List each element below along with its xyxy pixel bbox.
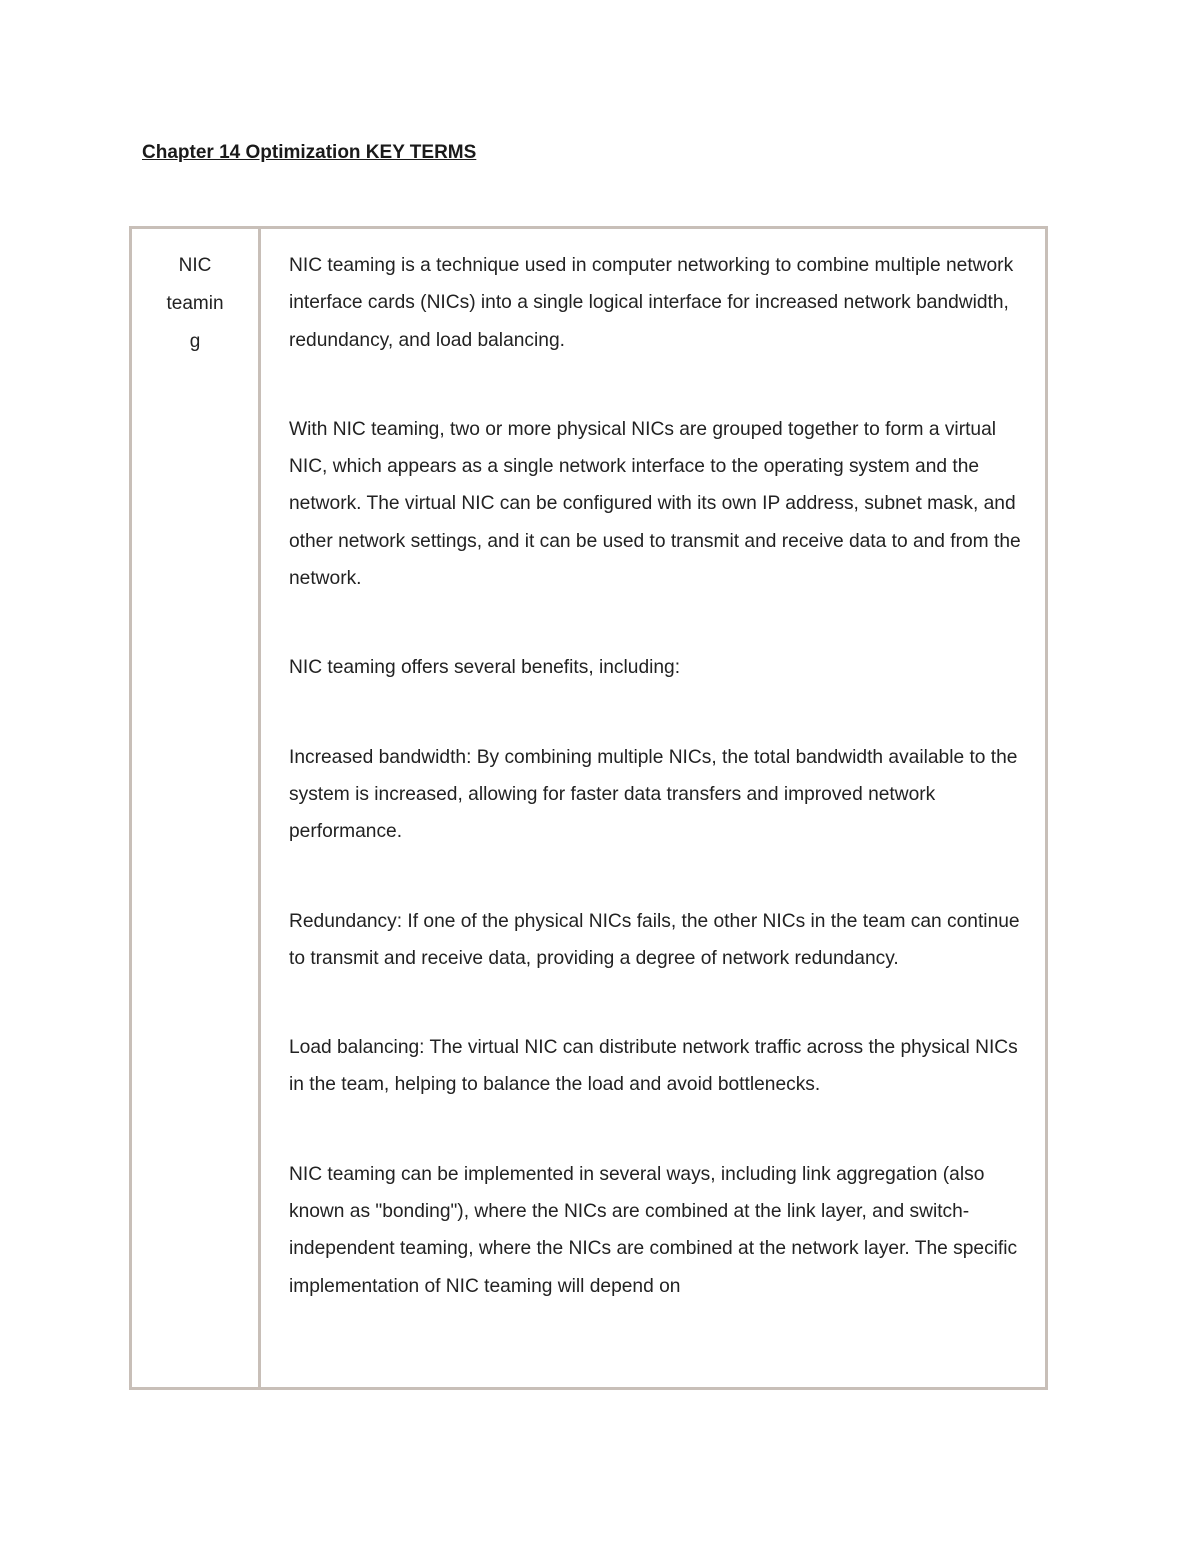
term-line: g: [189, 331, 201, 352]
term-cell: [132, 229, 258, 361]
term-line: teamin: [166, 293, 224, 314]
term-line: NIC: [178, 255, 212, 276]
page-title: Chapter 14 Optimization KEY TERMS: [142, 142, 477, 163]
key-terms-table: [129, 226, 1048, 1390]
definition-paragraph: Load balancing: The virtual NIC can distribute network traffic across the physical NICs in the team, helping to balance the load and avoid bottlenecks.: [289, 1037, 1018, 1096]
definition-paragraph: NIC teaming can be implemented in several ways, including link aggregation (also known as "bonding"), where the NICs are combined at the link layer, and switch-independent teaming, where the NICs are combined at the network layer. The specific implementation of NIC teaming will depend on: [289, 1163, 1018, 1297]
definition-paragraph: Redundancy: If one of the physical NICs fails, the other NICs in the team can continue to transmit and receive data, providing a degree of network redundancy.: [289, 910, 1020, 969]
definition-paragraph: NIC teaming is a technique used in computer networking to combine multiple network interface cards (NICs) into a single logical interface for increased network bandwidth, redundancy, and load balancing.: [289, 255, 1014, 351]
definition-paragraph: Increased bandwidth: By combining multiple NICs, the total bandwidth available to the system is increased, allowing for faster data transfers and improved network performance.: [289, 746, 1018, 843]
definition-paragraph: NIC teaming offers several benefits, including:: [289, 657, 681, 679]
definition-cell: [289, 247, 1029, 1357]
definition-paragraph: With NIC teaming, two or more physical NICs are grouped together to form a virtual NIC, which appears as a single network interface to the operating system and the network. The virtual NIC can be configured with its own IP address, subnet mask, and other network settings, and it can be used to transmit and receive data to and from the network.: [289, 418, 1021, 590]
column-divider: [258, 229, 261, 1387]
